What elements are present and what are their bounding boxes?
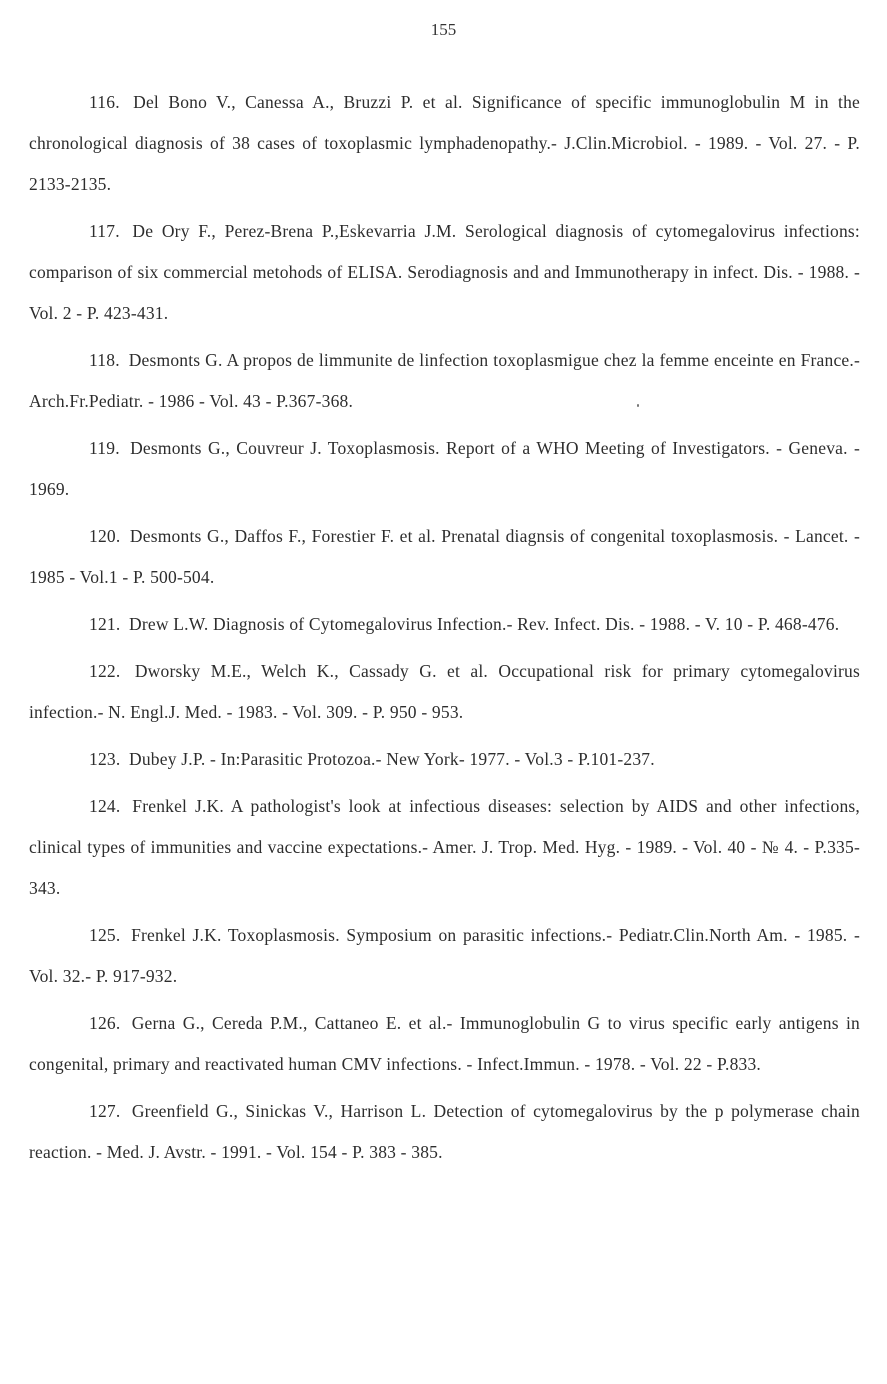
reference-item bbox=[29, 82, 860, 205]
reference-item bbox=[29, 651, 860, 733]
reference-list bbox=[29, 82, 860, 1179]
reference-text: Greenfield G., Sinickas V., Harrison L. Detection of cytomegalovirus by the p polymerase chain reaction. - Med. J. Avstr. - 1991. - Vol. 154 - P. 383 - 385. bbox=[29, 1101, 861, 1162]
reference-item bbox=[29, 211, 860, 334]
scan-speck bbox=[637, 404, 639, 407]
reference-number: 127. bbox=[89, 1101, 121, 1121]
reference-number: 126. bbox=[89, 1013, 121, 1033]
reference-text: Desmonts G., Daffos F., Forestier F. et al. Prenatal diagnsis of congenital toxoplasmosis. - Lancet. - 1985 - Vol.1 - P. 500-504. bbox=[29, 526, 861, 587]
reference-text: Desmonts G., Couvreur J. Toxoplasmosis. Report of a WHO Meeting of Investigators. - Geneva. - 1969. bbox=[29, 438, 861, 499]
reference-text: Gerna G., Cereda P.M., Cattaneo E. et al.- Immunoglobulin G to virus specific early antigens in congenital, primary and reactivated human CMV infections. - Infect.Immun. - 1978. - Vol. 22 - P.833. bbox=[29, 1013, 860, 1074]
reference-number: 123. bbox=[89, 749, 121, 769]
reference-number: 118. bbox=[89, 350, 120, 370]
reference-text: Frenkel J.K. Toxoplasmosis. Symposium on parasitic infections.- Pediatr.Clin.North Am. - 1985. - Vol. 32.- P. 917-932. bbox=[29, 925, 860, 986]
reference-item bbox=[29, 786, 860, 909]
reference-text: De Ory F., Perez-Brena P.,Eskevarria J.M. Serological diagnosis of cytomegalovirus infections: comparison of six commercial metohods of ELISA. Serodiagnosis and and Immunotherapy in infect. Dis. - 1988. - Vol. 2 - P. 423-431. bbox=[29, 221, 860, 323]
reference-item bbox=[29, 604, 860, 645]
reference-text: Frenkel J.K. A pathologist's look at infectious diseases: selection by AIDS and other infections, clinical types of immunities and vaccine expectations.- Amer. J. Trop. Med. Hyg. - 1989. - Vol. 40 - № 4. - P.335-343. bbox=[29, 796, 860, 898]
reference-item bbox=[29, 1091, 860, 1173]
reference-text: Dworsky M.E., Welch K., Cassady G. et al. Occupational risk for primary cytomegalovirus infection.- N. Engl.J. Med. - 1983. - Vol. 309. - P. 950 - 953. bbox=[29, 661, 861, 722]
reference-number: 120. bbox=[89, 526, 121, 546]
reference-number: 121. bbox=[89, 614, 121, 634]
reference-item bbox=[29, 340, 860, 422]
reference-item bbox=[29, 739, 860, 780]
reference-number: 122. bbox=[89, 661, 121, 681]
reference-text: Dubey J.P. - In:Parasitic Protozoa.- New York- 1977. - Vol.3 - P.101-237. bbox=[129, 749, 655, 769]
reference-item bbox=[29, 428, 860, 510]
reference-number: 124. bbox=[89, 796, 121, 816]
page-number: 155 bbox=[430, 20, 457, 39]
reference-text: Desmonts G. A propos de limmunite de linfection toxoplasmigue chez la femme enceinte en France.- Arch.Fr.Pediatr. - 1986 - Vol. 43 - P.367-368. bbox=[29, 350, 861, 411]
reference-text: Del Bono V., Canessa A., Bruzzi P. et al. Significance of specific immunoglobulin M in the chronological diagnosis of 38 cases of toxoplasmic lymphadenopathy.- J.Clin.Microbiol. - 1989. - Vol. 27. - P. 2133-2135. bbox=[29, 92, 861, 194]
reference-item bbox=[29, 1003, 860, 1085]
reference-number: 119. bbox=[89, 438, 120, 458]
reference-number: 116. bbox=[89, 92, 120, 112]
reference-number: 117. bbox=[89, 221, 120, 241]
reference-item bbox=[29, 516, 860, 598]
reference-number: 125. bbox=[89, 925, 121, 945]
reference-item bbox=[29, 915, 860, 997]
reference-text: Drew L.W. Diagnosis of Cytomegalovirus Infection.- Rev. Infect. Dis. - 1988. - V. 10 - P. 468-476. bbox=[129, 614, 840, 634]
